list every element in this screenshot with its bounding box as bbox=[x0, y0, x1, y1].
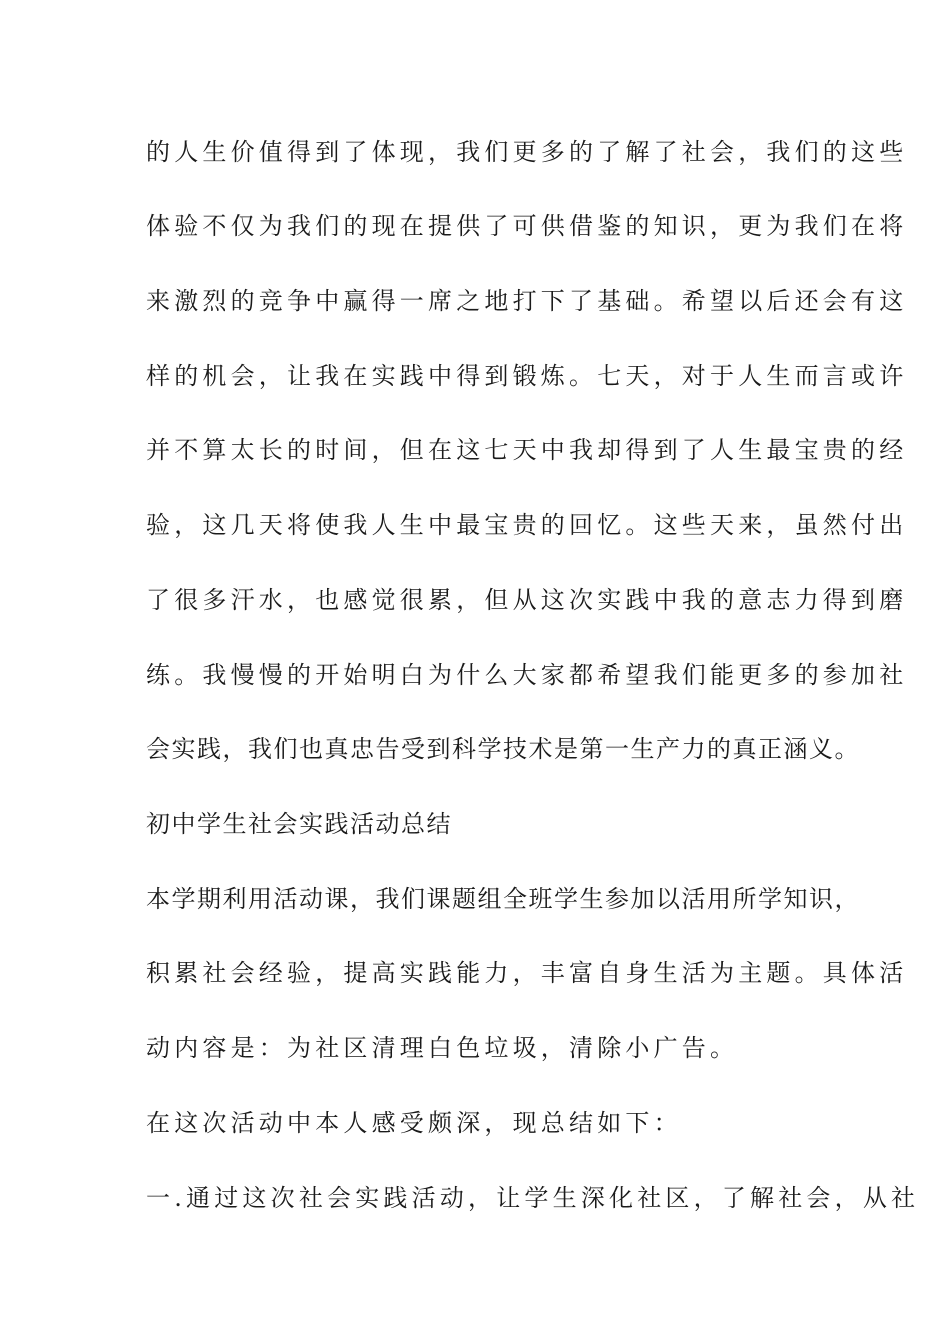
paragraph-line-13: 动内容是：为社区清理白色垃圾，清除小广告。 bbox=[146, 1034, 739, 1062]
paragraph-line-14: 在这次活动中本人感受颇深，现总结如下： bbox=[146, 1109, 682, 1137]
paragraph-line-5: 并不算太长的时间，但在这七天中我却得到了人生最宝贵的经 bbox=[146, 436, 908, 464]
paragraph-line-12: 积累社会经验，提高实践能力，丰富自身生活为主题。具体活 bbox=[146, 959, 908, 987]
paragraph-line-6: 验，这几天将使我人生中最宝贵的回忆。这些天来，虽然付出 bbox=[146, 511, 908, 539]
paragraph-line-15: 一.通过这次社会实践活动，让学生深化社区，了解社会，从社 bbox=[146, 1184, 920, 1212]
paragraph-line-11: 本学期利用活动课，我们课题组全班学生参加以活用所学知识， bbox=[146, 885, 860, 913]
paragraph-line-8: 练。我慢慢的开始明白为什么大家都希望我们能更多的参加社 bbox=[146, 661, 908, 689]
paragraph-line-1: 的人生价值得到了体现，我们更多的了解了社会，我们的这些 bbox=[146, 138, 908, 166]
paragraph-line-7: 了很多汗水，也感觉很累，但从这次实践中我的意志力得到磨 bbox=[146, 586, 908, 614]
paragraph-line-3: 来激烈的竞争中赢得一席之地打下了基础。希望以后还会有这 bbox=[146, 287, 908, 315]
paragraph-line-9: 会实践，我们也真忠告受到科学技术是第一生产力的真正涵义。 bbox=[146, 735, 860, 763]
section-heading: 初中学生社会实践活动总结 bbox=[146, 810, 452, 838]
paragraph-line-4: 样的机会，让我在实践中得到锻炼。七天，对于人生而言或许 bbox=[146, 362, 908, 390]
paragraph-line-2: 体验不仅为我们的现在提供了可供借鉴的知识，更为我们在将 bbox=[146, 212, 908, 240]
